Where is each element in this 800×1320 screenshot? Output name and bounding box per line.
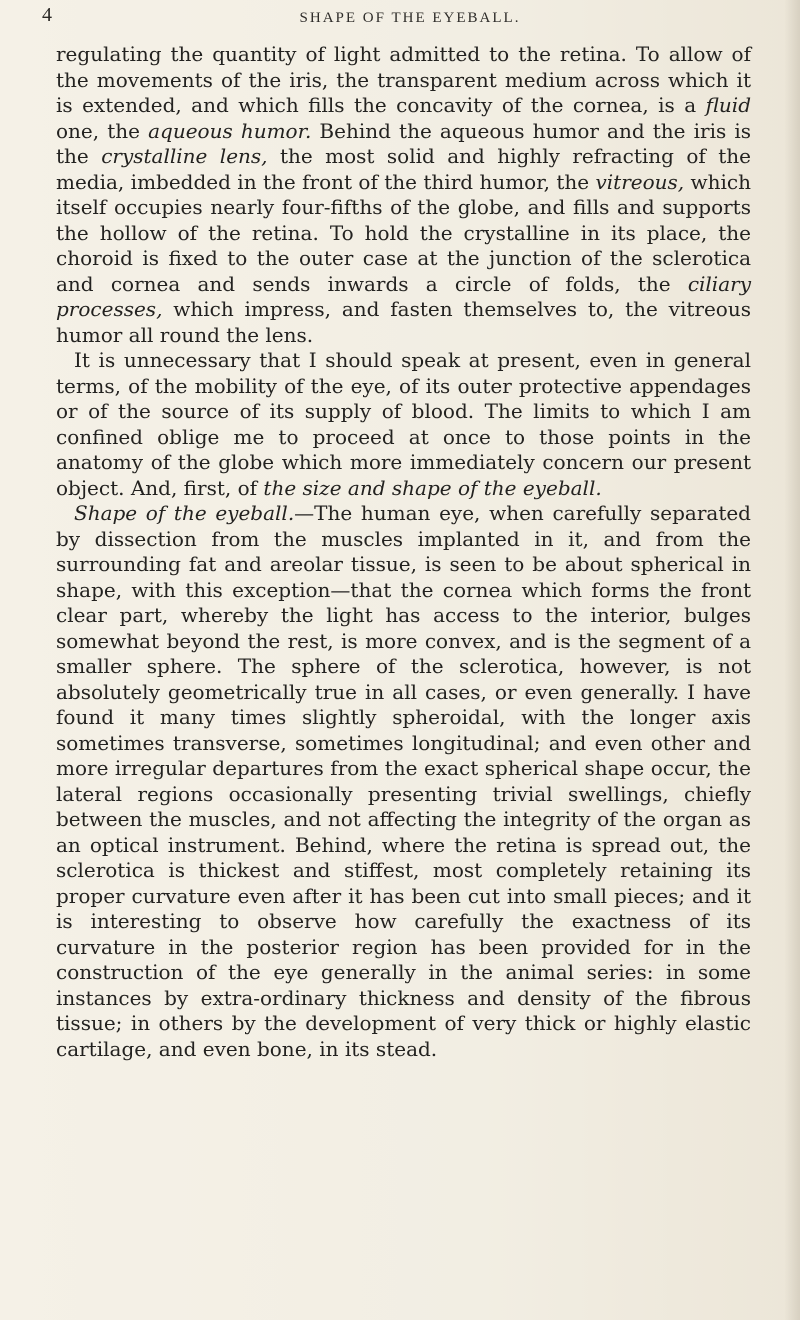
body-text	[56, 42, 751, 1062]
italic-term-crystalline-lens: crystalline lens,	[101, 144, 268, 168]
text-run: Behind the aqueous humor and the iris is the	[56, 118, 752, 168]
page-edge-shadow	[784, 0, 800, 1320]
section-heading-shape-of-eyeball: Shape of the eyeball.	[74, 501, 295, 525]
text-run: regulating the quantity of light admitted to the retina. To allow of the movements of the iris, the transparent medium across which it is extended, and which fills the concavity of the cornea, is a	[56, 42, 751, 117]
paragraph-scope	[56, 348, 751, 501]
paragraph-shape-of-eyeball	[56, 501, 751, 1062]
italic-term-fluid: fluid	[705, 93, 751, 117]
running-title: SHAPE OF THE EYEBALL.	[299, 10, 521, 26]
italic-term-ciliary-processes: ciliary processes,	[56, 271, 751, 321]
page-number: 4	[42, 4, 52, 26]
text-run: It is unnecessary that I should speak at present, even in general terms, of the mobility of the eye, of its outer protective appendages or of the source of its supply of blood. The limits to which I am confined oblige me to proceed at once to those points in the anatomy of the globe which more immediately concern our present object. And, first, of	[56, 348, 751, 500]
paragraph-aqueous-humor	[56, 42, 751, 348]
text-run: which itself occupies nearly four-fifths of the globe, and fills and supports the hollow of the retina. To hold the crystalline in its place, the choroid is fixed to the outer case at the junction of the sclerotica and cornea and sends inwards a circle of folds, the	[56, 169, 752, 296]
italic-term-aqueous-humor: aqueous humor.	[148, 118, 312, 143]
text-run: one, the	[56, 118, 149, 143]
italic-topic-size-and-shape: the size and shape of the eyeball.	[263, 475, 602, 500]
text-run: the most solid and highly refracting of the media, imbedded in the front of the third humor, the	[56, 144, 751, 194]
running-head	[30, 4, 790, 34]
text-run: which impress, and fasten themselves to, the vitreous humor all round the lens.	[56, 297, 751, 347]
text-run: —The human eye, when carefully separated by dissection from the muscles implanted in it, and from the surrounding fat and areolar tissue, is seen to be about spherical in shape, with this exception—that the cornea which forms the front clear part, whereby the light has access to the interior, bulges somewhat beyond the rest, is more convex, and is the segment of a smaller sphere. The sphere of the sclerotica, however, is not absolutely geometrically true in all cases, or even generally. I have found it many times slightly spheroidal, with the longer axis sometimes transverse, sometimes longitudinal; and even other and more irregular departures from the exact spherical shape occur, the lateral regions occasionally presenting trivial swellings, chiefly between the muscles, and not affecting the integrity of the organ as an optical instrument. Behind, where the retina is spread out, the sclerotica is thickest and stiffest, most completely retaining its proper curvature even after it has been cut into small pieces; and it is interesting to observe how carefully the exactness of its curvature in the posterior region has been provided for in the construction of the eye generally in the animal series: in some instances by extra-ordinary thickness and density of the fibrous tissue; in others by the development of very thick or highly elastic cartilage, and even bone, in its stead.	[56, 501, 751, 1061]
italic-term-vitreous: vitreous,	[595, 169, 685, 194]
